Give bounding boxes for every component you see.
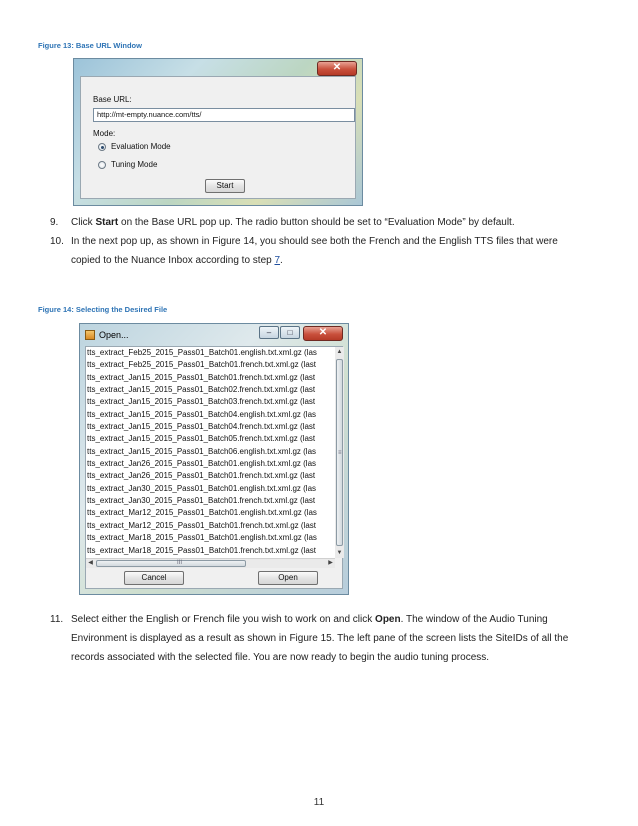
minimize-button[interactable] [259,326,279,339]
vertical-scrollbar[interactable] [335,347,344,558]
mode-label: Mode: [93,129,116,138]
base-url-label: Base URL: [93,95,132,104]
open-button[interactable]: Open [258,571,318,585]
step-9-suffix: on the Base URL pop up. The radio button should be set to “Evaluation Mode” by default. [118,217,515,228]
file-list-item[interactable]: tts_extract_Jan15_2015_Pass01_Batch01.french.txt.xml.gz (last [87,372,316,382]
file-list-item[interactable]: tts_extract_Jan30_2015_Pass01_Batch01.french.txt.xml.gz (last [87,496,316,506]
window-title: Open... [99,330,129,340]
base-url-window-body [80,76,356,199]
file-list-item[interactable]: tts_extract_Jan15_2015_Pass01_Batch04.english.txt.xml.gz (las [87,409,317,419]
file-list[interactable] [86,347,336,558]
close-icon: ✕ [332,62,342,73]
file-list-item[interactable]: tts_extract_Mar12_2015_Pass01_Batch01.english.txt.xml.gz (las [87,508,317,518]
figure-13-caption: Figure 13: Base URL Window [38,41,142,50]
horizontal-scrollbar[interactable] [86,558,335,568]
file-list-item[interactable]: tts_extract_Feb25_2015_Pass01_Batch01.french.txt.xml.gz (last [87,360,317,370]
step-11-line-1-prefix: Select either the English or French file you wish to work on and click [71,614,376,625]
page-number: 11 [313,797,325,808]
scroll-up-icon[interactable]: ▲ [336,349,343,355]
evaluation-mode-label: Evaluation Mode [111,142,171,151]
close-icon: ✕ [318,327,328,338]
file-list-item[interactable]: tts_extract_Mar12_2015_Pass01_Batch01.french.txt.xml.gz (last [87,520,317,530]
step-11-line-2: Environment is displayed as a result as shown in Figure 15. The left pane of the screen lists the SiteIDs of all the [71,633,569,644]
file-list-item[interactable]: tts_extract_Jan26_2015_Pass01_Batch01.english.txt.xml.gz (las [87,459,317,469]
base-url-input[interactable]: http://mt-empty.nuance.com/tts/ [93,108,355,122]
file-list-item[interactable]: tts_extract_Jan15_2015_Pass01_Batch04.french.txt.xml.gz (last [87,422,316,432]
step-9 [50,213,515,232]
scroll-down-icon[interactable]: ▼ [336,550,343,556]
cancel-button[interactable]: Cancel [124,571,184,585]
maximize-button[interactable] [280,326,300,339]
file-list-item[interactable]: tts_extract_Jan15_2015_Pass01_Batch05.french.txt.xml.gz (last [87,434,316,444]
app-icon [85,330,95,340]
open-file-window [79,323,349,595]
step-9-prefix: Click [71,217,96,228]
tuning-mode-radio[interactable] [98,161,106,169]
file-list-item[interactable]: tts_extract_Feb25_2015_Pass01_Batch01.english.txt.xml.gz (las [87,348,317,357]
scroll-left-icon[interactable]: ◀ [88,560,93,566]
minimize-icon: – [266,328,272,337]
base-url-window [73,58,363,206]
close-button[interactable] [303,326,343,341]
open-window-body [85,346,343,589]
file-list-item[interactable]: tts_extract_Mar18_2015_Pass01_Batch01.french.txt.xml.gz (last [87,545,317,555]
step-11 [50,610,569,667]
horizontal-scroll-thumb[interactable] [96,560,246,567]
step-11-open-bold: Open [375,614,401,625]
step-9-start-bold: Start [95,217,119,228]
file-list-item[interactable]: tts_extract_Jan15_2015_Pass01_Batch06.english.txt.xml.gz (las [87,446,317,456]
grip-icon: III [177,560,183,566]
step-11-line-3: records associated with the selected file. You are now ready to begin the audio tuning process. [71,652,490,663]
step-10-line-2-prefix: copied to the Nuance Inbox according to step [71,255,275,266]
scroll-right-icon[interactable]: ▶ [328,560,333,566]
file-list-item[interactable]: tts_extract_Jan30_2015_Pass01_Batch01.english.txt.xml.gz (las [87,483,317,493]
step-7-link[interactable]: 7 [274,255,281,266]
step-10-number: 10. [50,236,64,247]
step-11-number: 11. [50,614,64,625]
tuning-mode-label: Tuning Mode [111,160,158,169]
maximize-icon: □ [287,328,293,337]
grip-icon: ≡ [338,450,342,456]
close-button[interactable] [317,61,357,76]
step-10-line-2-suffix: . [280,255,283,266]
step-11-line-1-suffix: . The window of the Audio Tuning [400,614,548,625]
file-list-item[interactable]: tts_extract_Mar18_2015_Pass01_Batch01.english.txt.xml.gz (las [87,533,317,543]
step-9-number: 9. [50,217,59,228]
step-10 [50,232,558,270]
step-10-line-1: In the next pop up, as shown in Figure 14, you should see both the French and the English TTS files that were [71,236,558,247]
file-list-item[interactable]: tts_extract_Jan15_2015_Pass01_Batch03.french.txt.xml.gz (last [87,397,316,407]
evaluation-mode-radio[interactable] [98,143,106,151]
file-list-item[interactable]: tts_extract_Jan15_2015_Pass01_Batch02.french.txt.xml.gz (last [87,385,316,395]
vertical-scroll-thumb[interactable] [336,359,343,546]
file-list-item[interactable]: tts_extract_Jan26_2015_Pass01_Batch01.french.txt.xml.gz (last [87,471,316,481]
figure-14-caption: Figure 14: Selecting the Desired File [38,305,168,314]
start-button[interactable]: Start [205,179,245,193]
caption-buttons [259,326,343,339]
